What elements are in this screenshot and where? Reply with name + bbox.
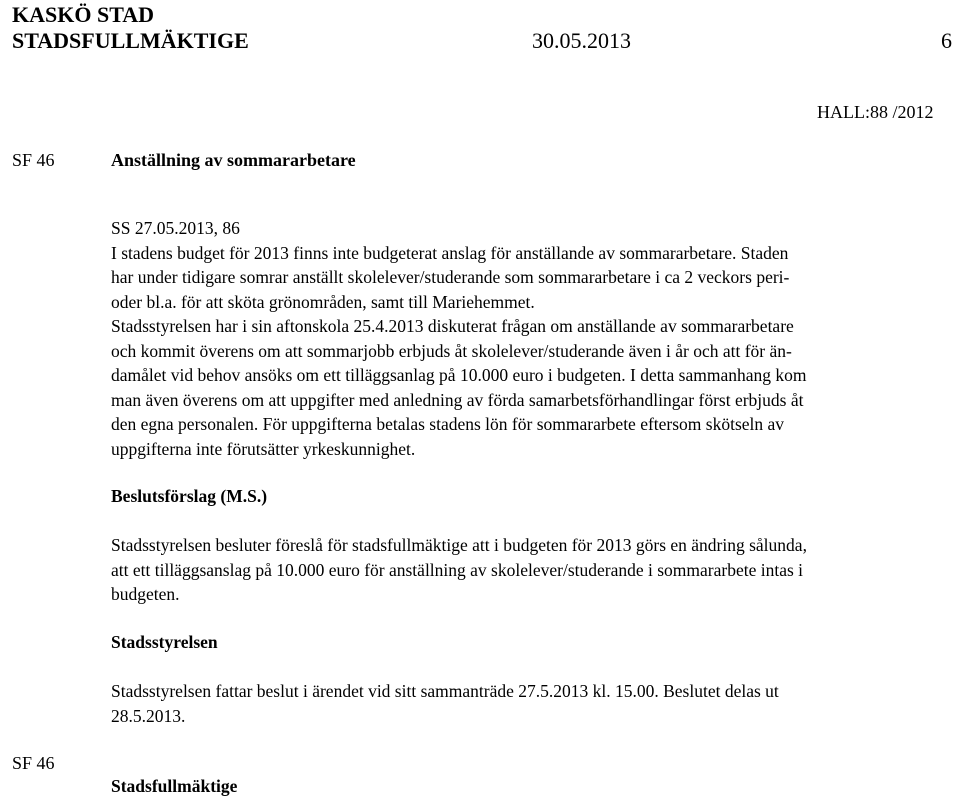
meeting-date: 30.05.2013: [532, 28, 631, 53]
text-line: uppgifterna inte förutsätter yrkeskunnighet.: [111, 438, 416, 459]
section-number: SF 46: [12, 150, 55, 170]
text-line: Stadsstyrelsen besluter föreslå för stadsfullmäktige att i budgeten för 2013 görs en ändring sålunda,: [111, 535, 807, 555]
text-line: har under tidigare somrar anställt skolelever/studerande som sommararbetare i ca 2 veckors peri-: [111, 267, 790, 287]
text-line: Stadsstyrelsen fattar beslut i ärendet vid sitt sammanträde 27.5.2013 kl. 15.00. Beslutet delas ut: [111, 681, 779, 701]
text-line: budgeten.: [111, 584, 180, 604]
proposal-text: [111, 533, 946, 607]
text-line: den egna personalen. För uppgifterna betalas stadens lön för sommararbete eftersom skötseln av: [111, 414, 785, 434]
text-line: oder bl.a. för att sköta grönområden, samt till Mariehemmet.: [111, 291, 535, 312]
organization-name: KASKÖ STAD: [12, 2, 155, 27]
preparation-text: [111, 216, 946, 461]
board-heading: Stadsstyrelsen: [111, 632, 218, 652]
text-line: SS 27.05.2013, 86: [111, 218, 240, 238]
body-name: STADSFULLMÄKTIGE: [12, 28, 249, 53]
proposal-heading: Beslutsförslag (M.S.): [111, 486, 268, 506]
text-line: damålet vid behov ansöks om ett tilläggsanlag på 10.000 euro i budgeten. I detta sammanhang kom: [111, 365, 807, 385]
hall-reference: HALL:88 /2012: [817, 102, 934, 122]
text-line: Stadsstyrelsen har i sin aftonskola 25.4.2013 diskuterat frågan om anställande av sommararbetare: [111, 316, 794, 336]
text-line: I stadens budget för 2013 finns inte budgeterat anslag för anställande av sommararbetare. Staden: [111, 242, 789, 263]
text-line: man även överens om att uppgifter med anledning av förda samarbetsförhandlingar först erbjuds åt: [111, 389, 804, 410]
council-heading: Stadsfullmäktige: [111, 776, 238, 796]
council-section-number: SF 46: [12, 753, 55, 773]
text-line: och kommit överens om att sommarjobb erbjuds åt skolelever/studerande även i år och att för än-: [111, 340, 792, 361]
section-title: Anställning av sommararbetare: [111, 150, 356, 170]
board-text: [111, 679, 946, 728]
page-number: 6: [941, 28, 952, 53]
text-line: att ett tilläggsanslag på 10.000 euro för anställning av skolelever/studerande i sommararbete intas i: [111, 559, 804, 580]
text-line: 28.5.2013.: [111, 705, 186, 726]
